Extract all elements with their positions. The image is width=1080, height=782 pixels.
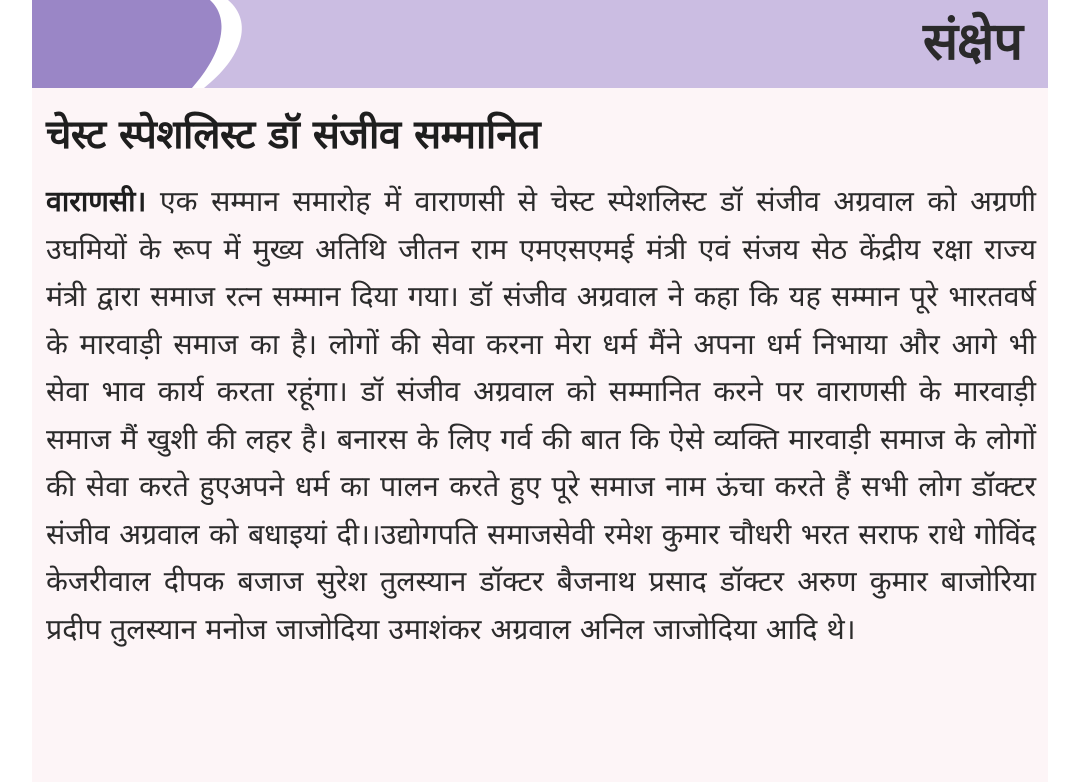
article-headline: चेस्ट स्पेशलिस्ट डॉ संजीव सम्मानित xyxy=(46,112,541,158)
article-body-text: एक सम्मान समारोह में वाराणसी से चेस्ट स्पेशलिस्ट डॉ संजीव अग्रवाल को अग्रणी उघमियों के रूप में मुख्य अतिथि जीतन राम एमएसएमई मंत्री एवं संजय सेठ केंद्रीय रक्षा राज्य मंत्री द्वारा समाज रत्न सम्मान दिया गया। डॉ संजीव अग्रवाल ने कहा कि यह सम्मान पूरे भारतवर्ष के मारवाड़ी समाज का है। लोगों की सेवा करना मेरा धर्म मैंने अपना धर्म निभाया और आगे भी सेवा भाव कार्य करता रहूंगा। डॉ संजीव अग्रवाल को सम्मानित करने पर वाराणसी के मारवाड़ी समाज मैं खुशी की लहर है। बनारस के लिए गर्व की बात कि ऐसे व्यक्ति मारवाड़ी समाज के लोगों की सेवा करते हुएअपने धर्म का पालन करते हुए पूरे समाज नाम ऊंचा करते हैं सभी लोग डॉक्टर संजीव अग्रवाल को बधाइयां दी।।उद्योगपति समाजसेवी रमेश कुमार चौधरी भरत सराफ राधे गोविंद केजरीवाल दीपक बजाज सुरेश तुलस्यान डॉक्टर बैजनाथ प्रसाद डॉक्टर अरुण कुमार बाजोरिया प्रदीप तुलस्यान मनोज जाजोदिया उमाशंकर अग्रवाल अनिल जाजोदिया आदि थे। xyxy=(46,185,1036,646)
article-dateline: वाराणसी। xyxy=(46,185,147,218)
article-body xyxy=(46,178,1036,653)
section-banner xyxy=(32,0,1048,88)
news-clipping xyxy=(32,0,1048,782)
section-label: संक्षेप xyxy=(923,12,1022,72)
banner-dark-shape xyxy=(32,0,222,88)
page-margin xyxy=(1048,0,1080,782)
banner-swoosh-graphic xyxy=(32,0,1048,88)
